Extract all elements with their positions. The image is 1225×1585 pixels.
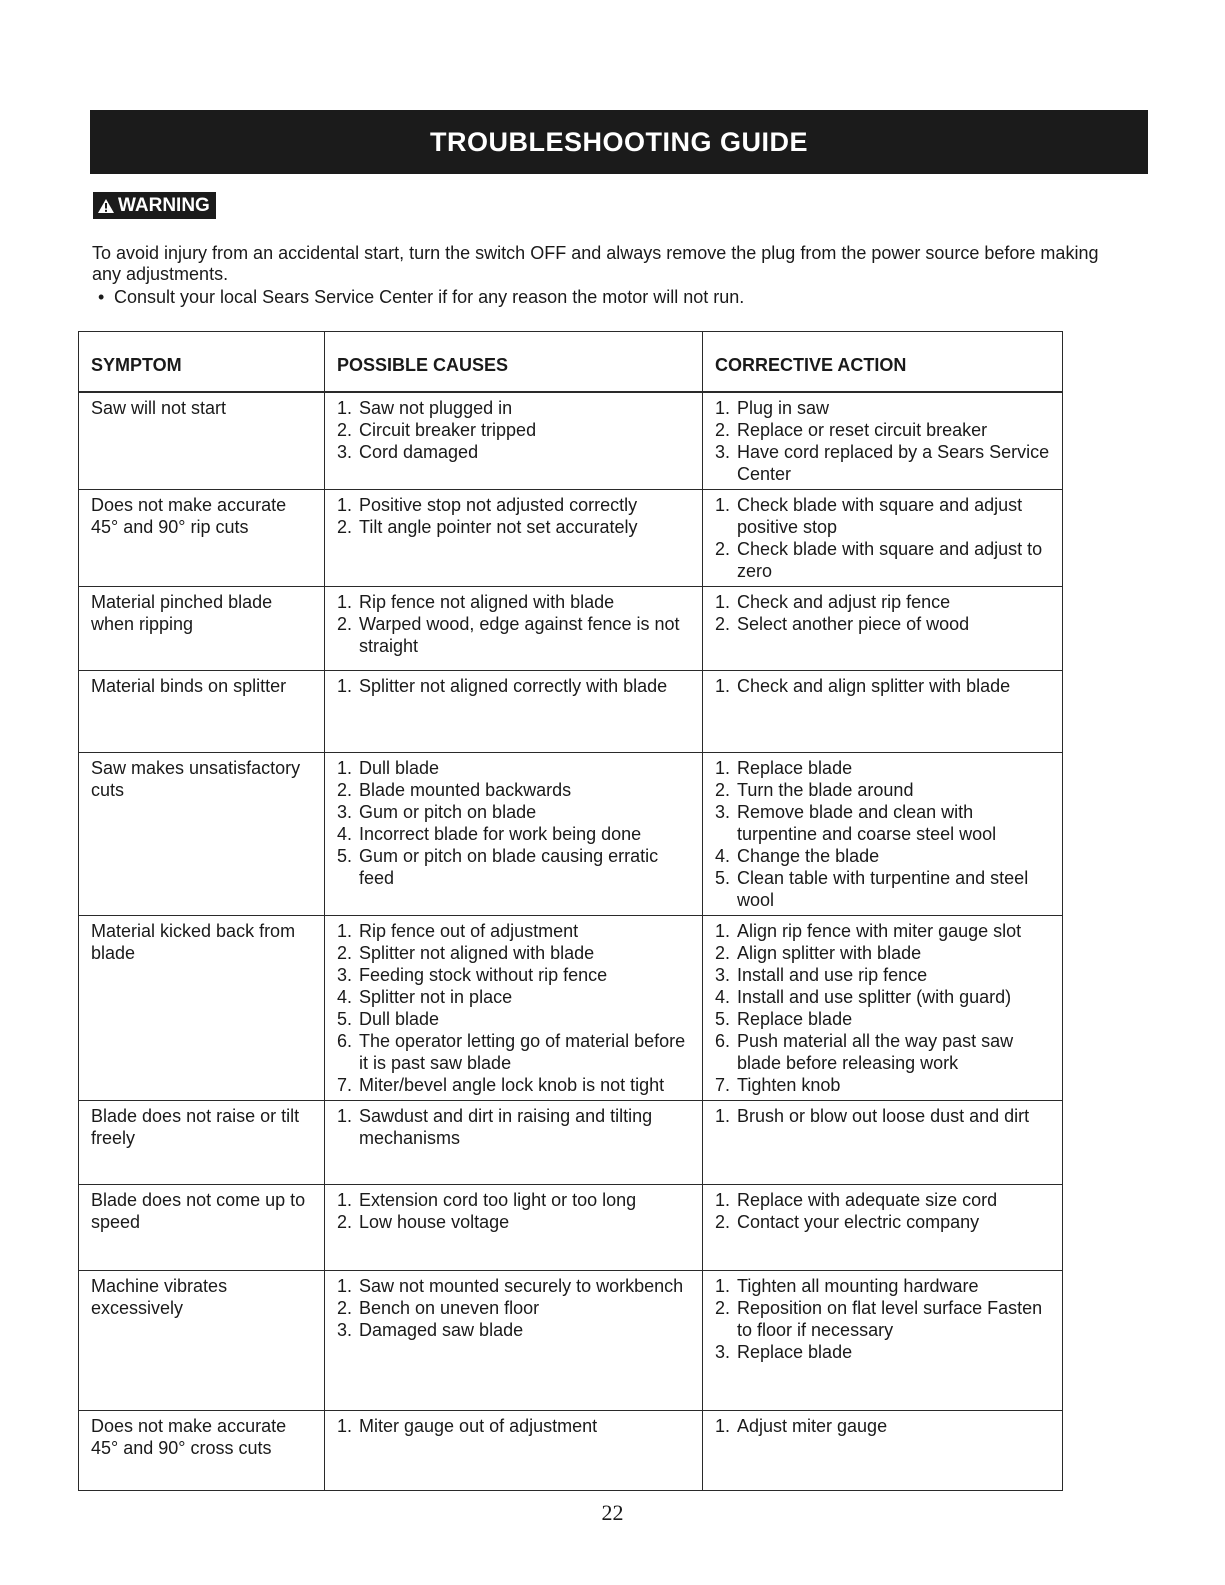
action-item <box>715 494 1052 538</box>
action-item <box>715 1008 1052 1030</box>
causes-list <box>337 675 692 697</box>
item-text: Gum or pitch on blade <box>359 802 537 822</box>
cause-item <box>337 1319 692 1341</box>
item-text: Check blade with square and adjust to zero <box>737 539 1043 581</box>
possible-causes-cell <box>325 587 703 671</box>
corrective-action-cell <box>703 587 1063 671</box>
actions-list <box>715 1415 1052 1437</box>
page-title-banner <box>90 110 1148 174</box>
item-text: Tighten all mounting hardware <box>737 1276 979 1296</box>
cause-item <box>337 1275 692 1297</box>
action-item <box>715 1211 1052 1233</box>
action-item <box>715 867 1052 911</box>
cause-item <box>337 779 692 801</box>
item-number: 2. <box>715 943 731 963</box>
possible-causes-cell <box>325 392 703 490</box>
item-number: 2. <box>337 1298 353 1318</box>
table-row <box>79 490 1063 587</box>
symptom-cell: Saw will not start <box>79 392 325 490</box>
item-text: Align splitter with blade <box>737 943 922 963</box>
item-text: Change the blade <box>737 846 880 866</box>
table-body <box>79 392 1063 1491</box>
actions-list <box>715 675 1052 697</box>
corrective-action-cell <box>703 392 1063 490</box>
item-text: Splitter not aligned correctly with blade <box>359 676 668 696</box>
warning-triangle-icon <box>97 198 115 214</box>
item-number: 2. <box>715 1298 731 1318</box>
item-number: 4. <box>337 824 353 844</box>
cause-item <box>337 441 692 463</box>
symptom-cell: Blade does not raise or tilt freely <box>79 1101 325 1185</box>
corrective-action-cell <box>703 916 1063 1101</box>
item-number: 1. <box>715 1190 731 1210</box>
cause-item <box>337 823 692 845</box>
item-number: 5. <box>715 1009 731 1029</box>
item-number: 2. <box>715 539 731 559</box>
item-number: 5. <box>337 846 353 866</box>
cause-item <box>337 1189 692 1211</box>
item-number: 1. <box>337 1276 353 1296</box>
item-text: Remove blade and clean with turpentine and coarse steel wool <box>737 802 997 844</box>
item-text: Adjust miter gauge <box>737 1416 888 1436</box>
item-text: Damaged saw blade <box>359 1320 524 1340</box>
table-row <box>79 587 1063 671</box>
item-text: Have cord replaced by a Sears Service Center <box>737 442 1050 484</box>
action-item <box>715 1074 1052 1096</box>
item-number: 1. <box>715 495 731 515</box>
item-number: 1. <box>715 1106 731 1126</box>
item-number: 3. <box>337 965 353 985</box>
item-text: Saw not mounted securely to workbench <box>359 1276 684 1296</box>
item-number: 2. <box>715 420 731 440</box>
item-text: The operator letting go of material before it is past saw blade <box>359 1031 686 1073</box>
item-number: 2. <box>337 780 353 800</box>
warning-badge <box>93 192 216 219</box>
page-title: TROUBLESHOOTING GUIDE <box>429 126 808 157</box>
action-item <box>715 419 1052 441</box>
action-item <box>715 1105 1052 1127</box>
item-text: Splitter not aligned with blade <box>359 943 595 963</box>
header-corrective-action: CORRECTIVE ACTION <box>703 332 1063 393</box>
cause-item <box>337 675 692 697</box>
item-number: 3. <box>715 442 731 462</box>
cause-item <box>337 1105 692 1149</box>
possible-causes-cell <box>325 490 703 587</box>
item-number: 1. <box>337 921 353 941</box>
action-item <box>715 591 1052 613</box>
item-number: 2. <box>337 420 353 440</box>
item-number: 1. <box>337 676 353 696</box>
cause-item <box>337 1074 692 1096</box>
item-text: Miter/bevel angle lock knob is not tight <box>359 1075 665 1095</box>
cause-item <box>337 397 692 419</box>
item-number: 3. <box>337 442 353 462</box>
item-text: Replace blade <box>737 758 853 778</box>
item-text: Splitter not in place <box>359 987 513 1007</box>
action-item <box>715 942 1052 964</box>
item-text: Clean table with turpentine and steel wool <box>737 868 1029 910</box>
item-text: Cord damaged <box>359 442 479 462</box>
item-number: 1. <box>337 758 353 778</box>
item-text: Align rip fence with miter gauge slot <box>737 921 1022 941</box>
causes-list <box>337 397 692 463</box>
actions-list <box>715 757 1052 911</box>
possible-causes-cell <box>325 1411 703 1491</box>
item-number: 4. <box>715 846 731 866</box>
item-text: Replace blade <box>737 1342 853 1362</box>
table-row <box>79 671 1063 753</box>
actions-list <box>715 397 1052 485</box>
corrective-action-cell <box>703 490 1063 587</box>
item-number: 5. <box>715 868 731 888</box>
causes-list <box>337 1275 692 1341</box>
table-row <box>79 1411 1063 1491</box>
action-item <box>715 1341 1052 1363</box>
actions-list <box>715 1105 1052 1127</box>
corrective-action-cell <box>703 1411 1063 1491</box>
item-number: 1. <box>337 1106 353 1126</box>
cause-item <box>337 419 692 441</box>
cause-item <box>337 1008 692 1030</box>
symptom-cell: Machine vibrates excessively <box>79 1271 325 1411</box>
item-text: Bench on uneven floor <box>359 1298 540 1318</box>
cause-item <box>337 1030 692 1074</box>
table-row <box>79 1185 1063 1271</box>
item-text: Brush or blow out loose dust and dirt <box>737 1106 1030 1126</box>
action-item <box>715 441 1052 485</box>
cause-item <box>337 1297 692 1319</box>
item-text: Feeding stock without rip fence <box>359 965 608 985</box>
action-item <box>715 1297 1052 1341</box>
action-item <box>715 845 1052 867</box>
action-item <box>715 538 1052 582</box>
header-possible-causes: POSSIBLE CAUSES <box>325 332 703 393</box>
item-number: 3. <box>715 802 731 822</box>
cause-item <box>337 845 692 889</box>
table-row <box>79 1271 1063 1411</box>
warning-label: WARNING <box>118 194 210 216</box>
page-number: 22 <box>601 1500 624 1525</box>
action-item <box>715 1189 1052 1211</box>
actions-list <box>715 920 1052 1096</box>
cause-item <box>337 757 692 779</box>
action-item <box>715 920 1052 942</box>
symptom-cell: Saw makes unsatisfactory cuts <box>79 753 325 916</box>
item-number: 1. <box>715 592 731 612</box>
item-number: 2. <box>337 1212 353 1232</box>
possible-causes-cell <box>325 671 703 753</box>
item-number: 3. <box>337 1320 353 1340</box>
symptom-cell: Material kicked back from blade <box>79 916 325 1101</box>
item-number: 7. <box>715 1075 731 1095</box>
item-text: Turn the blade around <box>737 780 914 800</box>
item-text: Tilt angle pointer not set accurately <box>359 517 638 537</box>
item-text: Sawdust and dirt in raising and tilting mechanisms <box>359 1106 653 1148</box>
causes-list <box>337 591 692 657</box>
item-number: 2. <box>337 517 353 537</box>
item-number: 3. <box>715 1342 731 1362</box>
action-item <box>715 779 1052 801</box>
item-text: Check and align splitter with blade <box>737 676 1011 696</box>
cause-item <box>337 964 692 986</box>
warning-bullet <box>98 287 1098 308</box>
causes-list <box>337 757 692 889</box>
action-item <box>715 1275 1052 1297</box>
item-text: Dull blade <box>359 758 440 778</box>
symptom-cell: Does not make accurate 45° and 90° rip cuts <box>79 490 325 587</box>
causes-list <box>337 1189 692 1233</box>
possible-causes-cell <box>325 1271 703 1411</box>
item-number: 6. <box>337 1031 353 1051</box>
warning-text: To avoid injury from an accidental start, turn the switch OFF and always remove the plug from the power source before making any adjustments. <box>92 243 1099 284</box>
corrective-action-cell <box>703 753 1063 916</box>
item-number: 2. <box>715 1212 731 1232</box>
actions-list <box>715 591 1052 635</box>
item-number: 2. <box>715 780 731 800</box>
item-text: Replace blade <box>737 1009 853 1029</box>
action-item <box>715 675 1052 697</box>
corrective-action-cell <box>703 1271 1063 1411</box>
cause-item <box>337 986 692 1008</box>
action-item <box>715 1030 1052 1074</box>
item-text: Check blade with square and adjust positive stop <box>737 495 1023 537</box>
causes-list <box>337 494 692 538</box>
action-item <box>715 757 1052 779</box>
item-text: Gum or pitch on blade causing erratic feed <box>359 846 659 888</box>
item-text: Contact your electric company <box>737 1212 980 1232</box>
causes-list <box>337 1415 692 1437</box>
item-number: 4. <box>337 987 353 1007</box>
cause-item <box>337 516 692 538</box>
cause-item <box>337 1415 692 1437</box>
item-text: Install and use splitter (with guard) <box>737 987 1012 1007</box>
item-number: 6. <box>715 1031 731 1051</box>
item-text: Saw not plugged in <box>359 398 513 418</box>
item-number: 1. <box>715 1276 731 1296</box>
troubleshooting-table <box>78 331 1063 1491</box>
header-symptom: SYMPTOM <box>79 332 325 393</box>
item-text: Replace or reset circuit breaker <box>737 420 988 440</box>
item-number: 1. <box>337 592 353 612</box>
cause-item <box>337 591 692 613</box>
item-number: 3. <box>337 802 353 822</box>
action-item <box>715 801 1052 845</box>
item-text: Incorrect blade for work being done <box>359 824 642 844</box>
item-text: Rip fence not aligned with blade <box>359 592 615 612</box>
corrective-action-cell <box>703 1101 1063 1185</box>
symptom-cell: Material binds on splitter <box>79 671 325 753</box>
item-text: Replace with adequate size cord <box>737 1190 998 1210</box>
action-item <box>715 1415 1052 1437</box>
item-text: Extension cord too light or too long <box>359 1190 637 1210</box>
item-number: 2. <box>337 614 353 634</box>
item-text: Low house voltage <box>359 1212 510 1232</box>
item-text: Miter gauge out of adjustment <box>359 1416 598 1436</box>
item-number: 5. <box>337 1009 353 1029</box>
actions-list <box>715 494 1052 582</box>
cause-item <box>337 1211 692 1233</box>
item-text: Blade mounted backwards <box>359 780 572 800</box>
item-text: Push material all the way past saw blade before releasing work <box>737 1031 1014 1073</box>
action-item <box>715 964 1052 986</box>
cause-item <box>337 801 692 823</box>
action-item <box>715 397 1052 419</box>
corrective-action-cell <box>703 1185 1063 1271</box>
item-text: Dull blade <box>359 1009 440 1029</box>
causes-list <box>337 1105 692 1149</box>
symptom-cell: Material pinched blade when ripping <box>79 587 325 671</box>
item-number: 4. <box>715 987 731 1007</box>
item-text: Warped wood, edge against fence is not straight <box>359 614 680 656</box>
item-number: 3. <box>715 965 731 985</box>
bullet-icon: • <box>98 287 105 307</box>
item-number: 1. <box>337 1416 353 1436</box>
actions-list <box>715 1189 1052 1233</box>
item-number: 7. <box>337 1075 353 1095</box>
item-text: Reposition on flat level surface Fasten to floor if necessary <box>737 1298 1043 1340</box>
item-text: Select another piece of wood <box>737 614 970 634</box>
item-number: 1. <box>715 676 731 696</box>
table-row <box>79 392 1063 490</box>
item-text: Circuit breaker tripped <box>359 420 537 440</box>
item-number: 1. <box>715 1416 731 1436</box>
action-item <box>715 986 1052 1008</box>
item-number: 1. <box>715 921 731 941</box>
item-text: Tighten knob <box>737 1075 841 1095</box>
actions-list <box>715 1275 1052 1363</box>
causes-list <box>337 920 692 1096</box>
item-text: Rip fence out of adjustment <box>359 921 579 941</box>
symptom-cell: Does not make accurate 45° and 90° cross cuts <box>79 1411 325 1491</box>
possible-causes-cell <box>325 916 703 1101</box>
action-item <box>715 613 1052 635</box>
cause-item <box>337 613 692 657</box>
item-number: 1. <box>337 495 353 515</box>
table-row <box>79 753 1063 916</box>
item-text: Positive stop not adjusted correctly <box>359 495 638 515</box>
cause-item <box>337 920 692 942</box>
table-header-row <box>79 332 1063 393</box>
table-row <box>79 916 1063 1101</box>
item-number: 1. <box>337 1190 353 1210</box>
item-text: Plug in saw <box>737 398 830 418</box>
warning-bullet-text: Consult your local Sears Service Center if for any reason the motor will not run. <box>114 287 745 307</box>
item-number: 2. <box>337 943 353 963</box>
symptom-cell: Blade does not come up to speed <box>79 1185 325 1271</box>
item-number: 1. <box>715 758 731 778</box>
possible-causes-cell <box>325 1101 703 1185</box>
corrective-action-cell <box>703 671 1063 753</box>
cause-item <box>337 494 692 516</box>
possible-causes-cell <box>325 1185 703 1271</box>
item-text: Install and use rip fence <box>737 965 928 985</box>
item-number: 1. <box>337 398 353 418</box>
item-text: Check and adjust rip fence <box>737 592 951 612</box>
cause-item <box>337 942 692 964</box>
possible-causes-cell <box>325 753 703 916</box>
item-number: 1. <box>715 398 731 418</box>
item-number: 2. <box>715 614 731 634</box>
table-row <box>79 1101 1063 1185</box>
